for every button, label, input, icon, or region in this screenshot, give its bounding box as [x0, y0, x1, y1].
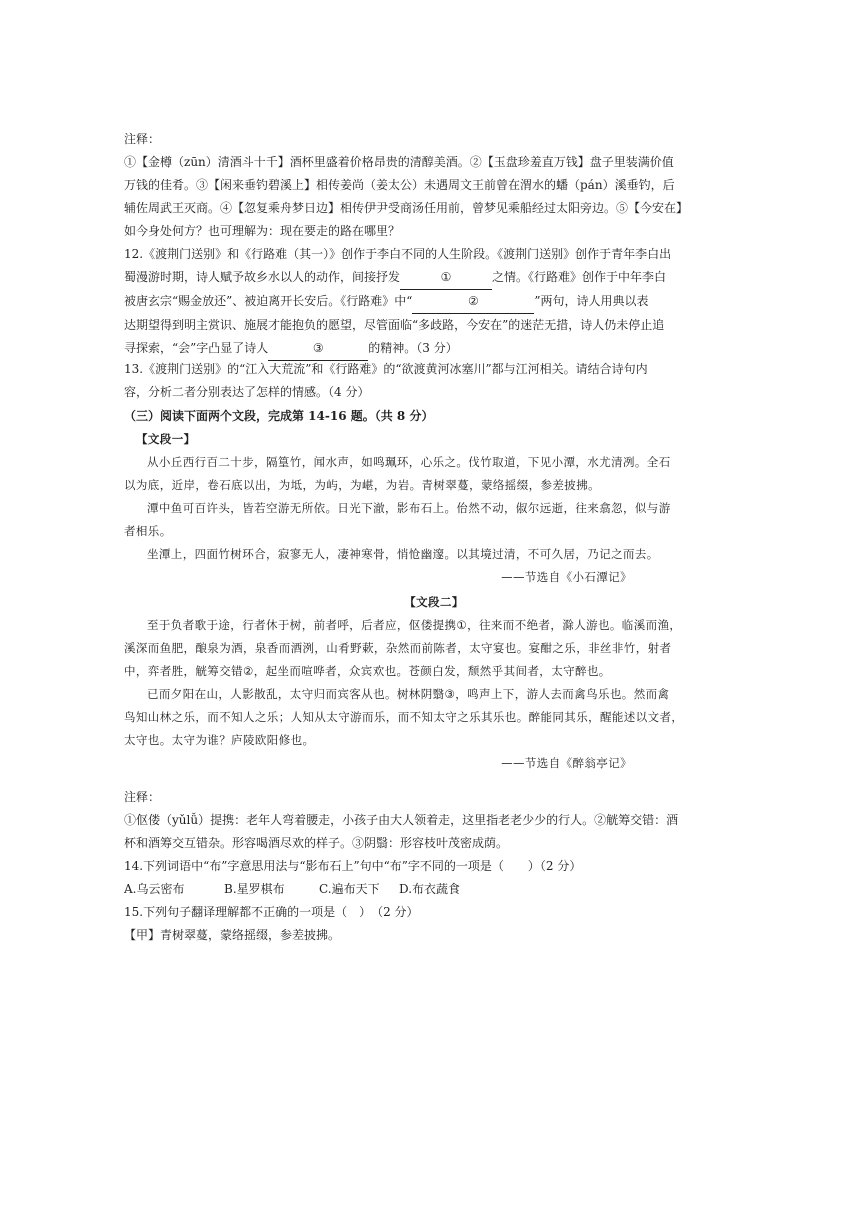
passage-line: 已而夕阳在山，人影散乱，太守归而宾客从也。树林阴翳③，鸣声上下，游人去而禽鸟乐也。然而禽 — [147, 687, 670, 701]
passage-line: 坐潭上，四面竹树环合，寂寥无人，凄神寒骨，悄怆幽邃。以其境过清，不可久居，乃记之而去。 — [147, 547, 659, 561]
section-title: （三）阅读下面两个文段，完成第 14-16 题。（共 8 分） — [124, 409, 434, 423]
section-3 — [124, 405, 744, 428]
note-line: 万钱的佳肴。③【闲来垂钓碧溪上】相传姜尚（姜太公）未遇周文王前曾在渭水的蟠（pán）溪垂钓，后 — [124, 178, 675, 192]
passage-line: 以为底，近岸，卷石底以出，为坻，为屿，为嵁，为岩。青树翠蔓，蒙络摇缀，参差披拂。 — [124, 478, 600, 492]
q12-text: ”两句，诗人用典以表 — [534, 294, 649, 308]
passage-2 — [124, 591, 744, 775]
q12-text: 被唐玄宗“赐金放还”、被迫离开长安后。《行路难》中“ — [124, 294, 413, 308]
q15-item: 【甲】青树翠蔓，蒙络摇缀，参差披拂。 — [124, 928, 341, 942]
passage-line: 鸟知山林之乐，而不知人之乐；人知从太守游而乐，而不知太守之乐其乐也。醉能同其乐，醒能述以文者， — [124, 710, 684, 724]
q14-stem: 14.下列词语中“布”字意思用法与“影布石上”句中“布”字不同的一项是（ ）（2 分） — [124, 859, 582, 873]
notes-label: 注释： — [124, 132, 161, 146]
passage-source: ——节选自《醉翁亭记》 — [501, 756, 632, 770]
question-15 — [124, 901, 744, 947]
poem-notes — [124, 128, 744, 243]
passage-line: 中，弈者胜，觥筹交错②，起坐而喧哗者，众宾欢也。苍颜白发，颓然乎其间者，太守醉也。 — [124, 664, 611, 678]
note-line: 杯和酒筹交互错杂。形容喝酒尽欢的样子。③阴翳：形容枝叶茂密成荫。 — [124, 836, 509, 850]
note-line: 如今身处何方？也可理解为：现在要走的路在哪里？ — [124, 224, 401, 238]
q13-line: 容，分析二者分别表达了怎样的情感。（4 分） — [124, 385, 370, 399]
passage-line: 潭中鱼可百许头，皆若空游无所依。日光下澈，影布石上。佁然不动，俶尔远逝，往来翕忽，似与游 — [147, 501, 671, 515]
passage-line: 从小丘西行百二十步，隔篁竹，闻水声，如鸣珮环，心乐之。伐竹取道，下见小潭，水尤清冽。全石 — [147, 455, 671, 469]
q12-line — [124, 290, 744, 314]
passage-line: 溪深而鱼肥，酿泉为酒，泉香而酒洌，山肴野蔌，杂然而前陈者，太守宴也。宴酣之乐，非丝非竹，射者 — [124, 641, 672, 655]
q15-stem: 15.下列句子翻译理解都不正确的一项是（ ） （2 分） — [124, 905, 419, 919]
passage-line: 者相乐。 — [124, 524, 172, 538]
q12-line — [124, 266, 744, 290]
passage-1-label: 【文段一】 — [136, 432, 196, 446]
q12-text: 寻探索，“会”字凸显了诗人 — [124, 341, 269, 355]
answer-blank-3[interactable]: ③ — [268, 337, 368, 361]
note-line: ①【金樽（zūn）清酒斗十千】酒杯里盛着价格昂贵的清醇美酒。②【玉盘珍羞直万钱】盘子里装满价值 — [124, 155, 674, 169]
q12-text: 之情。《行路难》创作于中年李白 — [492, 270, 667, 284]
notes-label: 注释： — [124, 790, 161, 804]
passage-source: ——节选自《小石潭记》 — [501, 570, 632, 584]
passage-2-label: 【文段二】 — [404, 595, 464, 609]
note-line: 辅佐周武王灭商。④【忽复乘舟梦日边】相传伊尹受商汤任用前，曾梦见乘船经过太阳旁边。⑤【今安在】 — [124, 201, 689, 215]
option-a[interactable]: A.乌云密布 — [124, 882, 185, 896]
answer-blank-2[interactable]: ② — [412, 290, 534, 314]
question-12 — [124, 243, 744, 361]
passage-1 — [124, 428, 744, 589]
question-13 — [124, 358, 744, 404]
q13-line: 13.《渡荆门送别》的“江入大荒流”和《行路难》的“欲渡黄河冰塞川”都与江河相关。请结合诗句内 — [124, 362, 648, 376]
passage-line: 太守也。太守为谁？庐陵欧阳修也。 — [124, 733, 315, 747]
question-14 — [124, 855, 744, 901]
option-d[interactable]: D.布衣蔬食 — [399, 882, 461, 896]
answer-blank-1[interactable]: ① — [400, 266, 492, 290]
option-b[interactable]: B.星罗棋布 — [224, 882, 285, 896]
q14-options — [124, 878, 744, 901]
passage-line: 至于负者歌于途，行者休于树，前者呼，后者应，伛偻提携①，往来而不绝者，滁人游也。临溪而渔， — [147, 618, 682, 632]
q12-line: 12.《渡荆门送别》和《行路难（其一）》创作于李白不同的人生阶段。《渡荆门送别》创作于青年李白出 — [124, 247, 672, 261]
q12-text: 蜀漫游时期，诗人赋予故乡水以人的动作，间接抒发 — [124, 270, 401, 284]
passage-notes — [124, 786, 744, 855]
q12-text: 的精神。（3 分） — [368, 341, 458, 355]
note-line: ①伛偻（yǔlǚ）提携：老年人弯着腰走，小孩子由大人领着走，这里指老老少少的行人。②觥筹交错：酒 — [124, 813, 679, 827]
q12-line: 达期望得到明主赏识、施展才能抱负的愿望，尽管面临“多歧路，今安在”的迷茫无措，诗人仍未停止追 — [124, 318, 665, 332]
option-c[interactable]: C.遍布天下 — [319, 882, 380, 896]
